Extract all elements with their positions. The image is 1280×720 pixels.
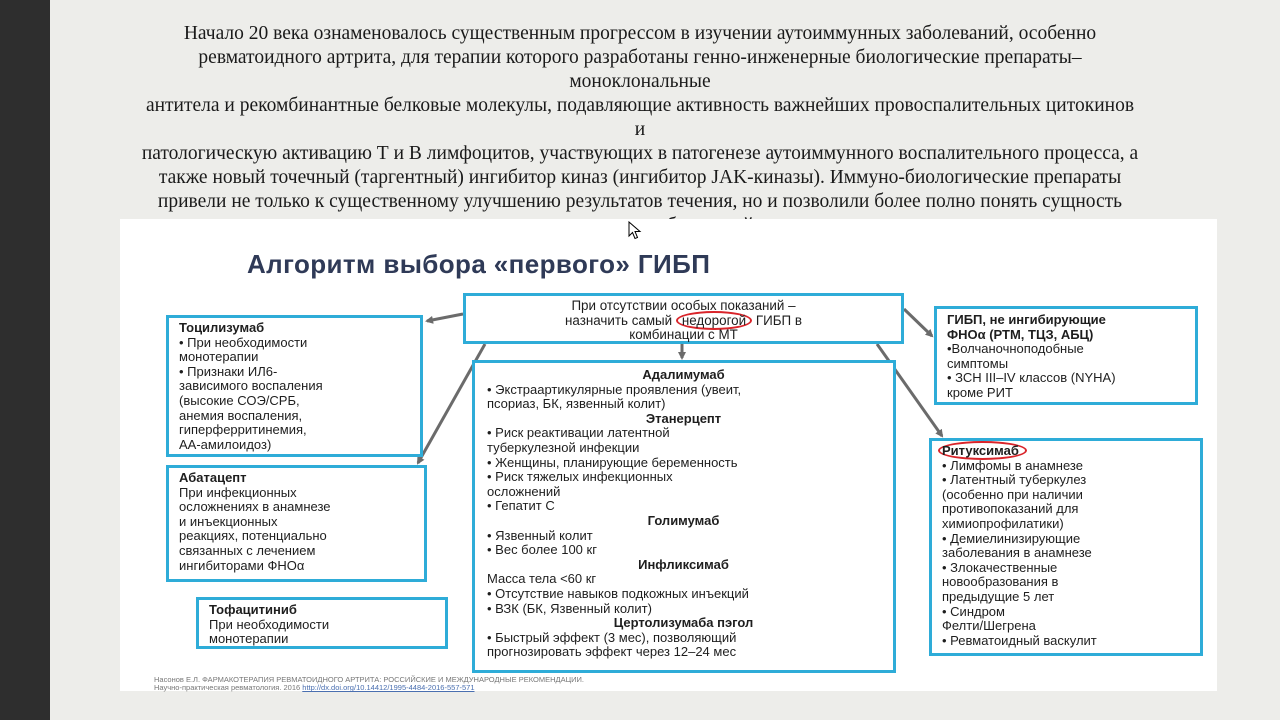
- drug-item: • Отсутствие навыков подкожных инъекций: [487, 585, 749, 601]
- drug-item: •Волчаночноподобные: [947, 341, 1084, 357]
- drug-title-certolizumab: Цертолизумаба пэгол: [613, 615, 754, 631]
- drug-item: предыдущие 5 лет: [942, 588, 1055, 604]
- drug-item: связанных с лечением: [179, 542, 316, 558]
- drug-item: монотерапии: [179, 349, 259, 365]
- drug-item: • Женщины, планирующие беременность: [487, 454, 738, 470]
- drug-item: симптомы: [947, 355, 1009, 371]
- tnf-inhibitors-box: [472, 360, 896, 673]
- drug-item: туберкулезной инфекции: [487, 439, 640, 455]
- drug-item: • ВЗК (БК, Язвенный колит): [487, 600, 652, 616]
- drug-title-adalimumab: Адалимумаб: [642, 367, 725, 382]
- drug-item: ингибиторами ФНОα: [179, 557, 305, 573]
- drug-item: и инъекционных: [179, 513, 278, 529]
- drug-item: • Признаки ИЛ6-: [179, 363, 278, 379]
- drug-item: Фелти/Шегрена: [942, 618, 1036, 634]
- mouse-pointer-icon: [628, 221, 642, 241]
- tocilizumab-box: [166, 315, 423, 457]
- first-choice-line: При отсутствии особых показаний –: [571, 298, 796, 313]
- drug-item: псориаз, БК, язвенный колит): [487, 396, 666, 412]
- intro-line: патологическую активацию Т и В лимфоцитов, участвующих в патогенезе аутоиммунного воспалительного процесса, а: [141, 143, 1139, 164]
- drug-title-tocilizumab: Тоцилизумаб: [179, 320, 265, 335]
- drug-item: • Синдром: [942, 603, 1005, 619]
- drug-title-abatacept: Абатацепт: [179, 470, 247, 485]
- drug-item: зависимого воспаления: [179, 378, 323, 394]
- drug-item: гиперферритинемия,: [179, 422, 307, 438]
- drug-item: противопоказаний для: [942, 501, 1079, 517]
- rituximab-box: [929, 438, 1203, 656]
- intro-line: Начало 20 века ознаменовалось существенным прогрессом в изучении аутоиммунных заболеваний, особенно: [183, 23, 1097, 44]
- intro-line: привели не только к существенному улучшению результатов течения, но и позволили более полно понять сущность: [157, 191, 1123, 212]
- drug-item: При инфекционных: [179, 484, 297, 500]
- citation-line: Насонов Е.Л. ФАРМАКОТЕРАПИЯ РЕВМАТОИДНОГО АРТРИТА: РОССИЙСКИЕ И МЕЖДУНАРОДНЫЕ РЕКОМЕНДАЦИИ.: [154, 675, 584, 684]
- drug-item: химиопрофилатики): [942, 515, 1064, 531]
- intro-line: антитела и рекомбинантные белковые молекулы, подавляющие активность важнейших провоспалительных цитокинов и: [145, 95, 1135, 140]
- drug-item: заболевания в анамнезе: [942, 545, 1092, 561]
- first-choice-box: [463, 293, 904, 344]
- drug-item: • Вес более 100 кг: [487, 542, 597, 558]
- left-dark-bar: [0, 0, 50, 720]
- drug-title-rituximab: [942, 444, 1200, 459]
- arrow-to-non-tnf: [904, 309, 932, 336]
- drug-item: • Злокачественные: [942, 559, 1058, 575]
- citation-line: [154, 684, 584, 692]
- drug-item: • Гепатит С: [487, 498, 555, 514]
- drug-item: (высокие СОЭ/СРБ,: [179, 392, 300, 408]
- drug-item: • Риск реактивации латентной: [487, 425, 670, 441]
- drug-item: • Лимфомы в анамнезе: [942, 457, 1083, 473]
- drug-item: (особенно при наличии: [942, 486, 1083, 502]
- first-choice-line: комбинации с МТ: [629, 327, 738, 343]
- intro-line: также новый точечный (таргентный) ингибитор киназ (ингибитор JAK-киназы). Иммуно-биологические препараты: [158, 167, 1122, 188]
- drug-title-etanercept: Этанерцепт: [645, 410, 722, 426]
- drug-item: • Риск тяжелых инфекционных: [487, 469, 673, 485]
- drug-item: реакциях, потенциально: [179, 528, 327, 544]
- source-citation: [154, 676, 584, 692]
- drug-item: • ЗСН III–IV классов (NYHA): [947, 370, 1116, 386]
- drug-item: прогнозировать эффект через 12–24 мес: [487, 644, 737, 660]
- drug-title-tofacitinib: Тофацитиниб: [209, 602, 297, 617]
- drug-item: • При необходимости: [179, 334, 308, 350]
- doi-link[interactable]: http://dx.doi.org/10.14412/1995-4484-2016-557-571: [302, 683, 475, 693]
- tofacitinib-box: [196, 597, 448, 649]
- drug-item: кроме РИТ: [947, 384, 1013, 400]
- slide-title: Алгоритм выбора «первого» ГИБП: [247, 249, 711, 279]
- drug-item: • Быстрый эффект (3 мес), позволяющий: [487, 629, 737, 645]
- first-choice-text: ГИБП в: [752, 312, 802, 328]
- non-tnf-biologics-box: [934, 306, 1198, 405]
- algorithm-slide-image: [120, 219, 1217, 691]
- drug-title-golimumab: Голимумаб: [647, 512, 720, 528]
- intro-line: ревматоидного артрита, для терапии которого разработаны генно-инженерные биологические препараты– моноклональные: [198, 47, 1082, 92]
- non-tnf-title: ГИБП, не ингибирующие: [947, 312, 1106, 327]
- intro-paragraph: [140, 22, 1140, 238]
- drug-item: • Ревматоидный васкулит: [942, 632, 1097, 648]
- drug-item: • Латентный туберкулез: [942, 472, 1087, 488]
- drug-item: • Демиелинизирующие: [942, 530, 1081, 546]
- drug-item: • Экстраартикулярные проявления (увеит,: [487, 381, 742, 397]
- abatacept-box: [166, 465, 427, 582]
- drug-item: При необходимости: [209, 616, 330, 632]
- cheapest-highlight: недорогой: [676, 311, 752, 330]
- non-tnf-title: ФНОα (РТМ, ТЦЗ, АБЦ): [947, 326, 1094, 342]
- drug-item: осложнениях в анамнезе: [179, 499, 331, 515]
- drug-item: АА-амилоидоз): [179, 436, 272, 452]
- drug-title-infliximab: Инфликсимаб: [638, 556, 729, 572]
- drug-item: новообразования в: [942, 574, 1059, 590]
- drug-item: анемия воспаления,: [179, 407, 303, 423]
- citation-text: Научно-практическая ревматология. 2016: [154, 683, 303, 693]
- drug-item: монотерапии: [209, 631, 289, 647]
- drug-item: • Язвенный колит: [487, 527, 593, 543]
- arrow-to-tocilizumab: [427, 314, 463, 321]
- first-choice-line: [466, 314, 901, 329]
- drug-item: Масса тела <60 кг: [487, 571, 597, 587]
- first-choice-text: назначить самый: [565, 312, 676, 328]
- rituximab-highlight: Ритуксимаб: [938, 441, 1027, 460]
- drug-item: осложнений: [487, 483, 561, 499]
